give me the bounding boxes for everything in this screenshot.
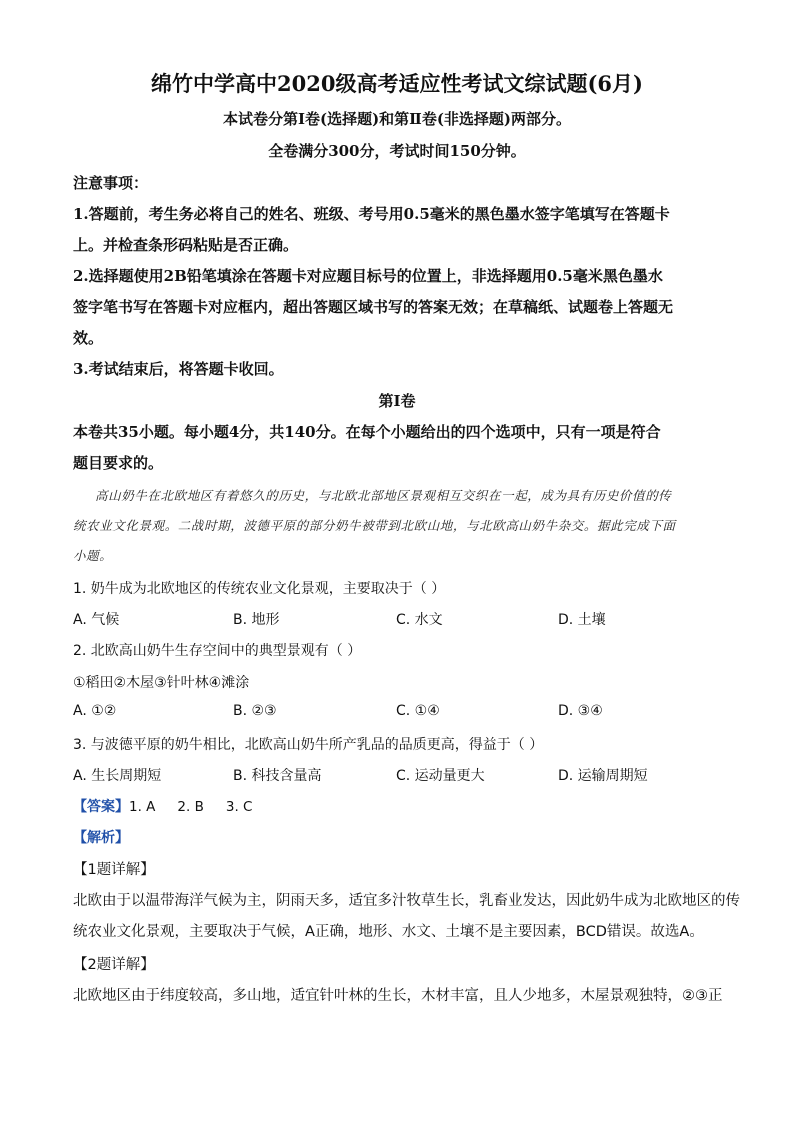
notes-heading: 注意事项： (73, 174, 149, 192)
detail-1-line: 北欧由于以温带海洋气候为主，阴雨天多，适宜多汁牧草生长，乳畜业发达，因此奶牛成为北欧地区的传 (73, 893, 740, 909)
option-a: A. 生长周期短 (73, 768, 162, 784)
answer-item: 2. B (177, 799, 204, 815)
detail-2-label: 【2题详解】 (73, 957, 155, 973)
note-line: 3.考试结束后，将答题卡收回。 (73, 360, 284, 378)
note-line: 2.选择题使用2B铅笔填涂在答题卡对应题目标号的位置上，非选择题用0.5毫米黑色墨水 (73, 267, 663, 285)
option-c: C. 运动量更大 (396, 768, 485, 784)
passage-line: 高山奶牛在北欧地区有着悠久的历史，与北欧北部地区景观相互交织在一起，成为具有历史价值的传 (95, 488, 672, 503)
note-line: 效。 (73, 329, 104, 347)
question-choices: ①稻田②木屋③针叶林④滩涂 (73, 675, 250, 691)
answer-item: 1. A (129, 799, 156, 815)
option-b: B. 地形 (233, 612, 280, 628)
section-intro: 本卷共35小题。每小题4分，共140分。在每个小题给出的四个选项中，只有一项是符合 (73, 423, 661, 441)
answer-items (129, 799, 274, 815)
question-stem: 3. 与波德平原的奶牛相比，北欧高山奶牛所产乳品的品质更高，得益于（ ） (73, 737, 544, 753)
section-title: 第Ⅰ卷 (378, 392, 416, 410)
option-b: B. ②③ (233, 703, 277, 719)
answer-item: 3. C (225, 799, 253, 815)
option-c: C. ①④ (396, 703, 440, 719)
option-d: D. ③④ (558, 703, 603, 719)
question-stem: 1. 奶牛成为北欧地区的传统农业文化景观，主要取决于（ ） (73, 581, 446, 597)
option-b: B. 科技含量高 (233, 768, 322, 784)
note-line: 1.答题前，考生务必将自己的姓名、班级、考号用0.5毫米的黑色墨水签字笔填写在答题卡 (73, 205, 670, 223)
question-stem: 2. 北欧高山奶牛生存空间中的典型景观有（ ） (73, 643, 362, 659)
detail-2-line: 北欧地区由于纬度较高，多山地，适宜针叶林的生长，木材丰富，且人少地多，木屋景观独特，②③正 (73, 988, 723, 1004)
passage-line: 统农业文化景观。二战时期，波德平原的部分奶牛被带到北欧山地，与北欧高山奶牛杂交。据此完成下面 (73, 518, 676, 533)
answer-label: 【答案】 (73, 799, 129, 815)
option-a: A. 气候 (73, 612, 120, 628)
subtitle-parts: 本试卷分第Ⅰ卷(选择题)和第Ⅱ卷(非选择题)两部分。 (222, 110, 572, 128)
option-a: A. ①② (73, 703, 117, 719)
detail-1-line: 统农业文化景观，主要取决于气候，A正确，地形、水文、土壤不是主要因素，BCD错误。故选A。 (73, 924, 704, 940)
option-d: D. 运输周期短 (558, 768, 648, 784)
answer-row (73, 796, 274, 816)
detail-1-label: 【1题详解】 (73, 862, 155, 878)
page-title: 绵竹中学高中2020级高考适应性考试文综试题(6月) (151, 71, 643, 96)
subtitle-score: 全卷满分300分，考试时间150分钟。 (268, 142, 526, 160)
passage-line: 小题。 (73, 548, 113, 563)
option-d: D. 土壤 (558, 612, 606, 628)
note-line: 签字笔书写在答题卡对应框内，超出答题区域书写的答案无效；在草稿纸、试题卷上答题无 (73, 298, 674, 316)
section-intro: 题目要求的。 (73, 454, 164, 472)
note-line: 上。并检查条形码粘贴是否正确。 (73, 236, 299, 254)
analysis-label: 【解析】 (73, 830, 129, 846)
option-c: C. 水文 (396, 612, 443, 628)
